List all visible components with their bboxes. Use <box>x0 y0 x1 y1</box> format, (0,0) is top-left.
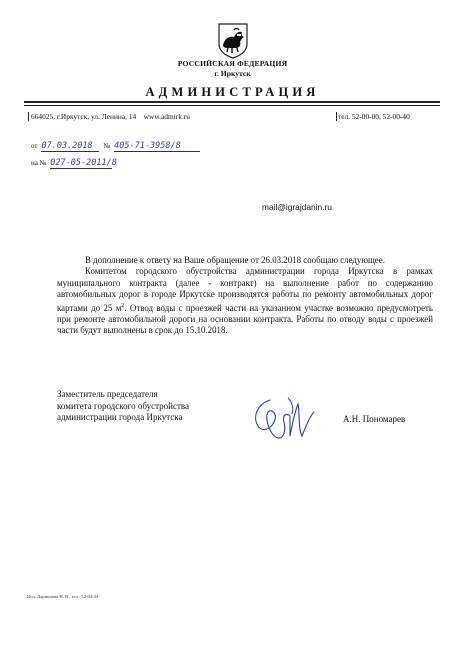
outgoing-ref <box>31 135 200 153</box>
postal-address: 664025, г.Иркутск, ул. Ленина, 14 <box>31 112 137 121</box>
body-paragraph-2-part-2: . Отвод воды с проезжей части на указанном участке возможно предусмотреть при ремонте автомобильной дороги на основании контракта. Работы по отводу воды с проезжей части будут выполнены в срок до 15.10.2018. <box>57 302 433 336</box>
header-rule-thin <box>24 105 440 106</box>
handwritten-signature <box>248 392 326 444</box>
signatory-title <box>57 389 189 424</box>
outgoing-date: 07.03.2018 <box>41 141 99 152</box>
address-divider-left <box>28 112 29 121</box>
letter-body <box>57 255 433 337</box>
website-link[interactable]: www.admirk.ru <box>143 112 190 121</box>
body-paragraph-1: В дополнение к ответу на Ваше обращение от 26.03.2018 сообщаю следующее. <box>85 255 385 265</box>
incoming-ref <box>31 152 117 170</box>
address-line <box>31 112 190 121</box>
signatory-title-line-2: комитета городского обустройства <box>57 400 190 411</box>
number-prefix: № <box>103 142 111 150</box>
phone-numbers: тел. 52-00-00, 52-00-40 <box>338 112 410 121</box>
executor-note: Исп. Ларионова Н. В., тел.: 52-04-44 <box>27 594 99 599</box>
body-paragraph-2-part-1: Комитетом городского обустройства администрации города Иркутска в рамках муниципального контракта (далее - контракт) на выполнение работ по содержанию автомобильных дорог в городе Иркутске производятся работы по ремонту автомобильных дорог картами до 25 м <box>57 266 433 313</box>
country-name: РОССИЙСКАЯ ФЕДЕРАЦИЯ <box>177 59 288 68</box>
address-divider-right <box>336 112 337 121</box>
in-reply-prefix: на № <box>31 159 47 167</box>
signatory-title-line-1: Заместитель председателя <box>57 389 158 399</box>
square-superscript: 2 <box>121 302 125 309</box>
city-coat-of-arms-icon <box>217 22 249 59</box>
header-rule-thick <box>24 101 440 103</box>
organization-title: АДМИНИСТРАЦИЯ <box>145 85 320 99</box>
signatory-title-line-3: администрации города Иркутска <box>57 412 183 423</box>
body-paragraph-2 <box>57 266 433 336</box>
date-prefix: от <box>31 142 38 150</box>
incoming-number: 027-05-2011/8 <box>50 158 117 168</box>
signatory-name: А.Н. Пономарев <box>343 414 406 424</box>
city-name: г. Иркутск <box>214 69 251 78</box>
recipient-email: mail@igrajdanin.ru <box>262 202 332 212</box>
outgoing-number: 405-71-3958/8 <box>114 141 200 152</box>
